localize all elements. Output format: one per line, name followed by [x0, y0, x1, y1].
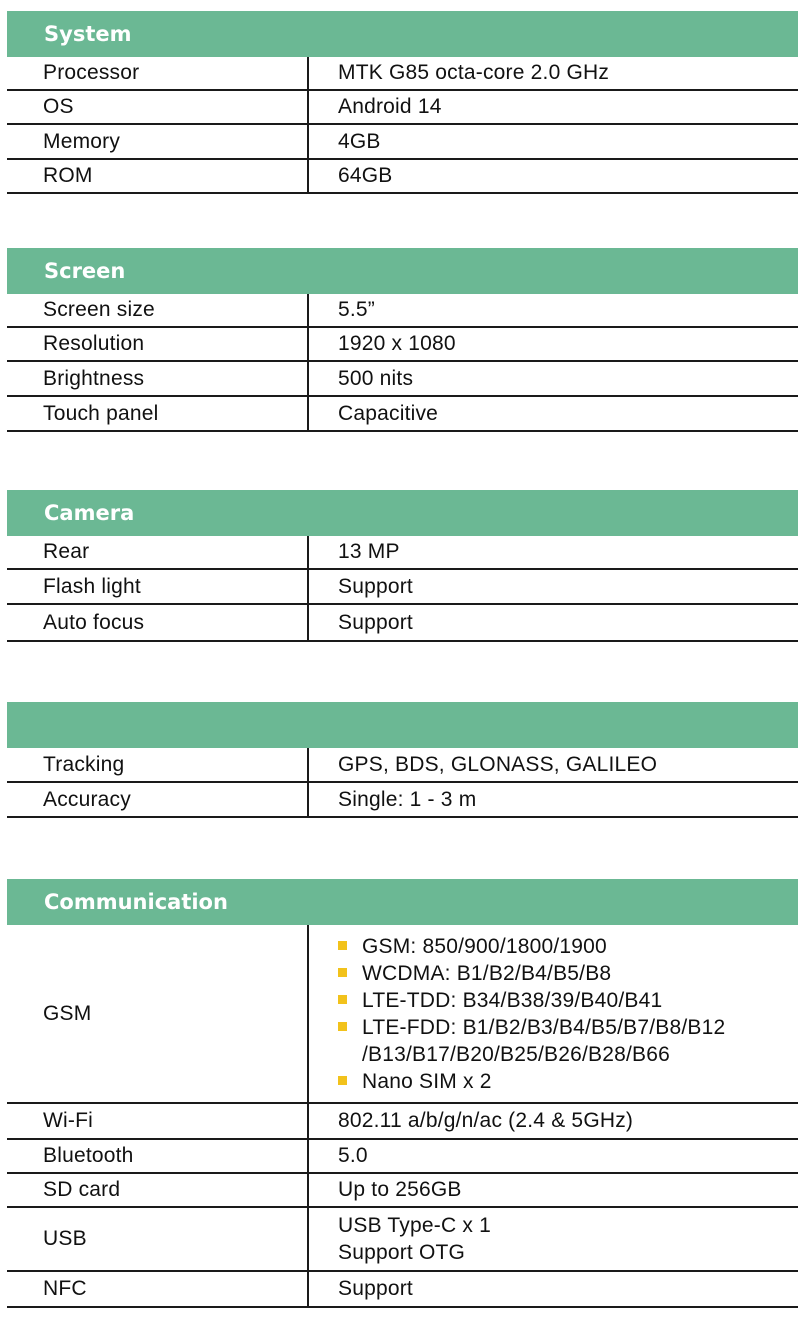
row-label: Flash light: [7, 570, 309, 603]
row-label: OS: [7, 91, 309, 123]
list-item-continuation: /B13/B17/B20/B25/B26/B28/B66: [362, 1042, 670, 1066]
row-value: 13 MP: [338, 540, 400, 563]
row-label: Rear: [7, 536, 309, 568]
section-camera: [7, 490, 798, 642]
row-label: NFC: [7, 1272, 309, 1306]
bullet-square-icon: [338, 995, 347, 1004]
section-positioning: [7, 702, 798, 818]
table-row: [7, 1104, 798, 1140]
row-label: Resolution: [7, 328, 309, 360]
section-screen: [7, 248, 798, 432]
row-label: Memory: [7, 125, 309, 158]
list-item: GSM: 850/900/1800/1900: [338, 933, 725, 960]
table-row-usb: [7, 1208, 798, 1272]
row-value: Android 14: [338, 95, 442, 118]
row-value: 500 nits: [338, 366, 414, 390]
row-label: Accuracy: [7, 783, 309, 816]
row-value: Single: 1 - 3 m: [338, 787, 477, 811]
table-row: [7, 328, 798, 362]
section-title: System: [7, 11, 798, 57]
table-row: [7, 125, 798, 160]
row-value: Capacitive: [338, 401, 439, 425]
table-row: [7, 57, 798, 91]
usb-line-2: Support OTG: [338, 1241, 466, 1264]
bullet-square-icon: [338, 1022, 347, 1031]
row-label: Wi-Fi: [7, 1104, 309, 1138]
row-label: Processor: [7, 57, 309, 89]
section-title: Camera: [7, 490, 798, 536]
row-label: Touch panel: [7, 397, 309, 430]
bullet-square-icon: [338, 1076, 347, 1085]
table-row: [7, 536, 798, 570]
list-item: LTE-FDD: B1/B2/B3/B4/B5/B7/B8/B12: [338, 1014, 725, 1041]
row-value: Support: [338, 610, 413, 634]
bullet-square-icon: [338, 968, 347, 977]
table-row: [7, 1272, 798, 1308]
list-item: WCDMA: B1/B2/B4/B5/B8: [338, 960, 725, 987]
row-value: MTK G85 octa-core 2.0 GHz: [338, 61, 610, 84]
table-row: [7, 91, 798, 125]
usb-line-1: USB Type-C x 1: [338, 1214, 491, 1237]
list-item: Nano SIM x 2: [338, 1068, 725, 1095]
row-label: USB: [7, 1208, 309, 1270]
table-row: [7, 1140, 798, 1174]
section-communication: [7, 879, 798, 1308]
table-row: [7, 605, 798, 642]
section-title: Screen: [7, 248, 798, 294]
section-title: [7, 702, 798, 748]
list-item: LTE-TDD: B34/B38/39/B40/B41: [338, 987, 725, 1014]
section-system: [7, 11, 798, 194]
table-row-gsm: [7, 925, 798, 1104]
row-label: Brightness: [7, 362, 309, 395]
bullet-square-icon: [338, 941, 347, 950]
table-row: [7, 160, 798, 194]
row-value: 5.5”: [338, 298, 375, 321]
table-row: [7, 362, 798, 397]
table-row: [7, 748, 798, 783]
table-row: [7, 570, 798, 605]
row-value: [309, 1208, 798, 1270]
row-label: Bluetooth: [7, 1140, 309, 1172]
row-value: 4GB: [338, 129, 381, 153]
row-value: GPS, BDS, GLONASS, GALILEO: [338, 752, 658, 776]
row-value: Support: [338, 1277, 413, 1300]
gsm-band-list: [309, 925, 798, 1102]
row-label: GSM: [7, 925, 309, 1102]
row-value: Support: [338, 574, 413, 598]
table-row: [7, 783, 798, 818]
row-value: 5.0: [338, 1144, 368, 1167]
table-row: [7, 397, 798, 432]
row-value: 64GB: [338, 164, 393, 187]
row-label: SD card: [7, 1174, 309, 1206]
row-value: Up to 256GB: [338, 1178, 462, 1201]
table-row: [7, 294, 798, 328]
table-row: [7, 1174, 798, 1208]
row-label: Auto focus: [7, 605, 309, 640]
row-label: Screen size: [7, 294, 309, 326]
section-title: Communication: [7, 879, 798, 925]
row-label: Tracking: [7, 748, 309, 781]
row-value: 802.11 a/b/g/n/ac (2.4 & 5GHz): [338, 1109, 634, 1132]
row-label: ROM: [7, 160, 309, 192]
row-value: 1920 x 1080: [338, 332, 456, 355]
